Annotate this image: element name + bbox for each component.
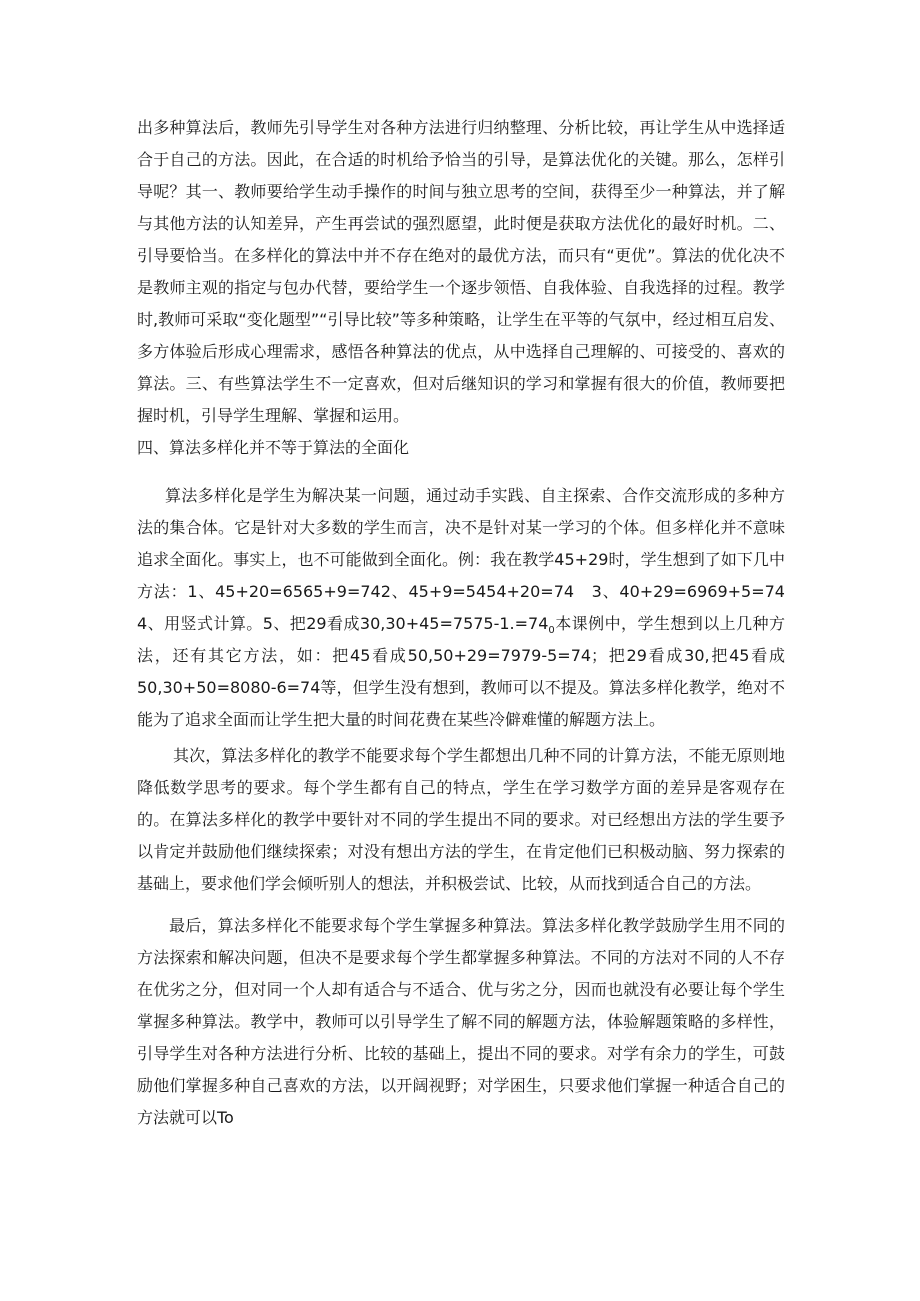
paragraph-examples: [137, 480, 802, 736]
paragraph-examples-subscript: 0: [548, 625, 555, 637]
paragraph-examples-text-end: 本课例中，学生想到以上几种方法，还有其它方法，如：把45看成50,50+29=7979-5=74；把29看成30,把45看成50,30+50=8080-6=74等，但学生没有想到，教师可以不提及。算法多样化教学，绝对不能为了追求全面而让学生把大量的时间花费在某些冷僻难懂的解题方法上。: [137, 614, 785, 729]
document-body: [137, 112, 802, 1134]
section-heading: 四、算法多样化并不等于算法的全面化: [137, 438, 410, 457]
intro-paragraph: 出多种算法后，教师先引导学生对各种方法进行归纳整理、分析比较，再让学生从中选择适合于自己的方法。因此，在合适的时机给予恰当的引导，是算法优化的关键。那么，怎样引导呢？其一、教师要给学生动手操作的时间与独立思考的空间，获得至少一种算法，并了解与其他方法的认知差异，产生再尝试的强烈愿望，此时便是获取方法优化的最好时机。二、引导要恰当。在多样化的算法中并不存在绝对的最优方法，而只有“更优”。算法的优化决不是教师主观的指定与包办代替，要给学生一个逐步领悟、自我体验、自我选择的过程。教学时,教师可采取“变化题型”“引导比较”等多种策略，让学生在平等的气氛中，经过相互启发、多方体验后形成心理需求，感悟各种算法的优点，从中选择自己理解的、可接受的、喜欢的算法。三、有些算法学生不一定喜欢，但对后继知识的学习和掌握有很大的价值，教师要把握时机，引导学生理解、掌握和运用。: [137, 118, 785, 425]
paragraph-secondly: 其次，算法多样化的教学不能要求每个学生都想出几种不同的计算方法，不能无原则地降低数学思考的要求。每个学生都有自己的特点，学生在学习数学方面的差异是客观存在的。在算法多样化的教学中要针对不同的学生提出不同的要求。对已经想出方法的学生要予以肯定并鼓励他们继续探索；对没有想出方法的学生，在肯定他们已积极动脑、努力探索的基础上，要求他们学会倾听别人的想法，并积极尝试、比较，从而找到适合自己的方法。: [137, 746, 785, 893]
paragraph-examples-text-start: 算法多样化是学生为解决某一问题，通过动手实践、自主探索、合作交流形成的多种方法的集合体。它是针对大多数的学生而言，决不是针对某一学习的个体。但多样化并不意味追求全面化。事实上，也不可能做到全面化。例：我在教学45+29时，学生想到了如下几中方法：1、45+20=6565+9=742、45+9=5454+20=74 3、40+29=6969+5=74 4、用竖式计算。5、把29看成30,30+45=7575-1.=74: [137, 486, 802, 633]
paragraph-finally: 最后，算法多样化不能要求每个学生掌握多种算法。算法多样化教学鼓励学生用不同的方法探索和解决问题，但决不是要求每个学生都掌握多种算法。不同的方法对不同的人不存在优劣之分，但对同一个人却有适合与不适合、优与劣之分，因而也就没有必要让每个学生掌握多种算法。教学中，教师可以引导学生了解不同的解题方法，体验解题策略的多样性，引导学生对各种方法进行分析、比较的基础上，提出不同的要求。对学有余力的学生，可鼓励他们掌握多种自己喜欢的方法，以开阔视野；对学困生，只要求他们掌握一种适合自己的方法就可以To: [137, 916, 785, 1127]
